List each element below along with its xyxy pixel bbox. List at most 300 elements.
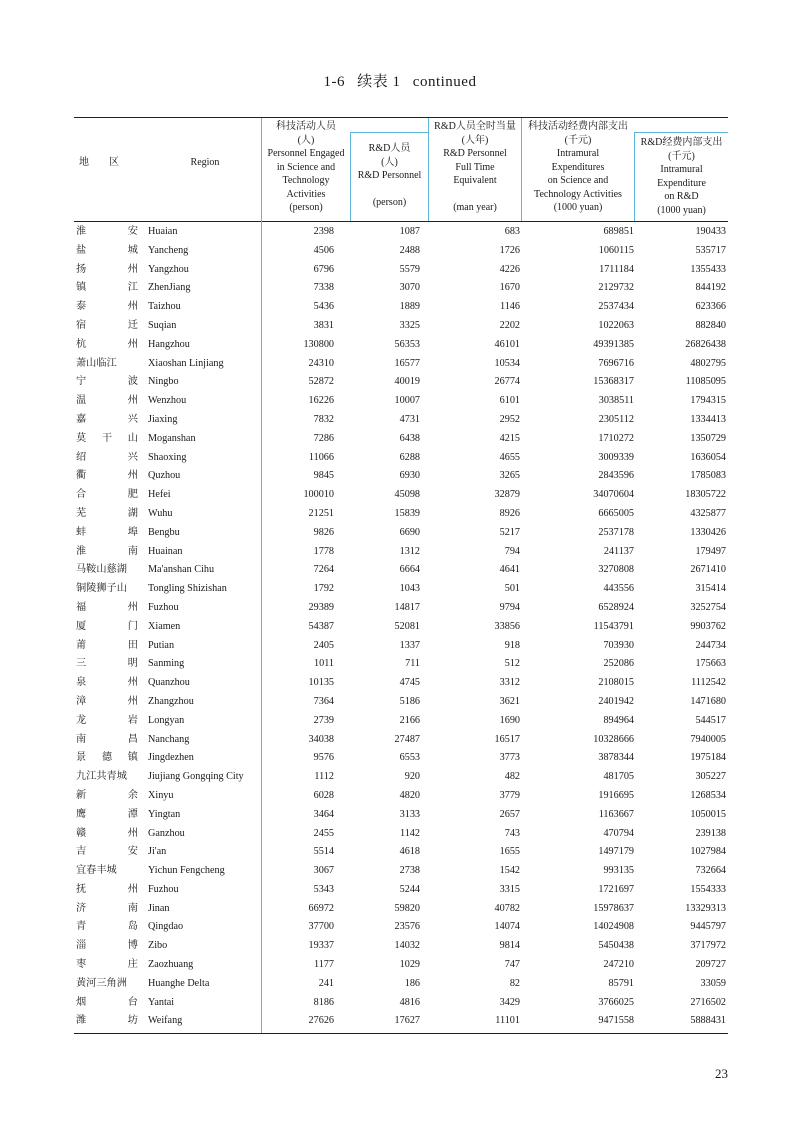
table-title-zh: 续表 1 bbox=[357, 74, 401, 90]
personnel-cell: 24310 bbox=[308, 357, 334, 369]
table-row bbox=[74, 994, 728, 1013]
fte-cell: 4655 bbox=[499, 451, 520, 463]
header-line: R&D人员全时当量 bbox=[434, 121, 516, 132]
personnel-cell: 7286 bbox=[313, 432, 334, 444]
header-line: in Science and bbox=[276, 161, 336, 173]
rd-expenditure-cell: 305227 bbox=[695, 771, 726, 783]
region-zh-cell: 铜陵狮子山 bbox=[76, 583, 127, 595]
header-line: on Science and bbox=[547, 175, 609, 186]
region-zh-cell: 景德镇 bbox=[76, 752, 138, 764]
table-row bbox=[74, 655, 728, 674]
st-expenditure-cell: 2537434 bbox=[598, 301, 634, 313]
header-line: (人年) bbox=[461, 134, 489, 146]
region-en-cell: Jiujiang Gongqing City bbox=[148, 771, 244, 783]
personnel-cell: 7364 bbox=[313, 695, 334, 707]
region-zh-cell: 厦门 bbox=[76, 620, 138, 632]
rd-expenditure-cell: 2716502 bbox=[690, 996, 726, 1008]
rd-personnel-cell: 1337 bbox=[399, 639, 420, 651]
personnel-cell: 1792 bbox=[313, 583, 334, 595]
region-en-cell: Jingdezhen bbox=[148, 752, 194, 764]
rd-personnel-cell: 6288 bbox=[399, 451, 420, 463]
fte-cell: 794 bbox=[504, 545, 520, 557]
fte-cell: 8926 bbox=[499, 507, 520, 519]
region-en-cell: Weifang bbox=[148, 1015, 183, 1027]
rd-personnel-cell: 23576 bbox=[394, 921, 420, 933]
region-en-cell: Zibo bbox=[148, 940, 168, 952]
region-zh-cell: 镇江 bbox=[76, 282, 138, 294]
st-expenditure-cell: 2129732 bbox=[598, 282, 634, 294]
fte-cell: 1655 bbox=[499, 846, 520, 858]
region-zh-cell: 济南 bbox=[76, 902, 138, 914]
region-en-cell: Jinan bbox=[148, 902, 170, 914]
rd-expenditure-cell: 5888431 bbox=[690, 1015, 726, 1027]
personnel-cell: 29389 bbox=[308, 601, 334, 613]
personnel-cell: 8186 bbox=[313, 996, 334, 1008]
header-line: R&D Personnel bbox=[443, 148, 507, 159]
rd-personnel-cell: 4820 bbox=[399, 789, 420, 801]
table-row bbox=[74, 373, 728, 392]
rd-personnel-cell: 4731 bbox=[399, 413, 420, 425]
region-zh-cell: 三明 bbox=[76, 658, 138, 670]
rd-expenditure-cell: 26826438 bbox=[685, 338, 726, 350]
region-zh-cell: 鹰潭 bbox=[76, 808, 138, 820]
st-expenditure-cell: 2843596 bbox=[598, 470, 634, 482]
st-expenditure-cell: 1060115 bbox=[598, 244, 634, 256]
personnel-cell: 66972 bbox=[308, 902, 334, 914]
rd-personnel-cell: 3133 bbox=[399, 808, 420, 820]
rd-personnel-cell: 3325 bbox=[399, 319, 420, 331]
region-zh-cell: 枣庄 bbox=[76, 959, 138, 971]
region-en-cell: Yantai bbox=[148, 996, 175, 1008]
region-zh-cell: 合肥 bbox=[76, 489, 138, 501]
st-expenditure-cell: 3878344 bbox=[598, 752, 634, 764]
rd-expenditure-cell: 9903762 bbox=[690, 620, 726, 632]
header-line: 科技活动人员 bbox=[276, 121, 336, 132]
header-region-en: Region bbox=[190, 157, 220, 168]
region-en-cell: Tongling Shizishan bbox=[148, 583, 227, 595]
table-row bbox=[74, 599, 728, 618]
region-zh-cell: 龙岩 bbox=[76, 714, 138, 726]
fte-cell: 4641 bbox=[499, 564, 520, 576]
region-en-cell: Xinyu bbox=[148, 789, 174, 801]
rd-personnel-cell: 4745 bbox=[399, 677, 420, 689]
region-zh-cell: 萧山临江 bbox=[76, 357, 117, 369]
rd-expenditure-cell: 1050015 bbox=[690, 808, 726, 820]
rd-expenditure-cell: 3717972 bbox=[690, 940, 726, 952]
fte-cell: 747 bbox=[504, 959, 520, 971]
region-en-cell: Zaozhuang bbox=[148, 959, 194, 971]
region-zh-cell: 九江共青城 bbox=[76, 771, 127, 783]
table-row bbox=[74, 336, 728, 355]
region-zh-cell: 南昌 bbox=[76, 733, 138, 745]
fte-cell: 512 bbox=[504, 658, 520, 670]
region-en-cell: Xiaoshan Linjiang bbox=[148, 357, 224, 369]
personnel-cell: 1778 bbox=[313, 545, 334, 557]
rd-expenditure-cell: 623366 bbox=[695, 301, 726, 313]
region-zh-cell: 扬州 bbox=[76, 263, 138, 275]
region-en-cell: Ningbo bbox=[148, 376, 179, 388]
fte-cell: 5217 bbox=[499, 526, 520, 538]
rd-personnel-cell: 45098 bbox=[394, 489, 420, 501]
rd-expenditure-cell: 190433 bbox=[695, 226, 726, 237]
rd-expenditure-cell: 1350729 bbox=[690, 432, 726, 444]
fte-cell: 3265 bbox=[499, 470, 520, 482]
fte-cell: 4215 bbox=[499, 432, 520, 444]
rd-personnel-cell: 1043 bbox=[399, 583, 420, 595]
region-en-cell: Bengbu bbox=[148, 526, 180, 538]
rd-expenditure-cell: 1112542 bbox=[691, 677, 726, 689]
st-expenditure-cell: 14024908 bbox=[593, 921, 634, 933]
header-line: 科技活动经费内部支出 bbox=[528, 121, 628, 132]
region-zh-cell: 宜春丰城 bbox=[76, 865, 117, 877]
st-expenditure-cell: 1916695 bbox=[598, 789, 634, 801]
header-line: (1000 yuan) bbox=[657, 204, 706, 216]
rd-personnel-cell: 5186 bbox=[399, 695, 420, 707]
st-expenditure-cell: 252086 bbox=[603, 658, 634, 670]
rd-expenditure-cell: 179497 bbox=[695, 545, 726, 557]
rd-personnel-cell: 56353 bbox=[394, 338, 420, 350]
table-title bbox=[0, 70, 800, 91]
rd-expenditure-cell: 11085095 bbox=[685, 376, 726, 388]
region-en-cell: Qingdao bbox=[148, 921, 184, 933]
region-en-cell: Fuzhou bbox=[148, 883, 179, 895]
personnel-cell: 5514 bbox=[313, 846, 334, 858]
region-en-cell: Wuhu bbox=[148, 507, 173, 519]
st-expenditure-cell: 1163667 bbox=[598, 808, 634, 820]
st-expenditure-cell: 481705 bbox=[603, 771, 634, 783]
st-expenditure-cell: 993135 bbox=[603, 865, 634, 877]
rd-expenditure-cell: 1636054 bbox=[690, 451, 726, 463]
fte-cell: 9794 bbox=[499, 601, 520, 613]
personnel-cell: 9845 bbox=[313, 470, 334, 482]
region-zh-cell: 蚌埠 bbox=[76, 526, 138, 538]
personnel-cell: 5436 bbox=[313, 301, 334, 313]
personnel-cell: 2405 bbox=[313, 639, 334, 651]
personnel-cell: 6796 bbox=[313, 263, 334, 275]
rd-expenditure-cell: 9445797 bbox=[690, 921, 726, 933]
region-zh-cell: 温州 bbox=[76, 395, 138, 407]
table-row bbox=[74, 768, 728, 787]
rd-personnel-cell: 5579 bbox=[399, 263, 420, 275]
fte-cell: 3773 bbox=[499, 752, 520, 764]
table-row bbox=[74, 900, 728, 919]
rd-expenditure-cell: 882840 bbox=[695, 319, 726, 331]
region-zh-cell: 新余 bbox=[76, 789, 138, 801]
st-expenditure-cell: 894964 bbox=[603, 714, 634, 726]
table-row bbox=[74, 467, 728, 486]
header-line: (千元) bbox=[564, 134, 592, 146]
fte-cell: 82 bbox=[509, 977, 520, 989]
region-zh-cell: 泉州 bbox=[76, 677, 138, 689]
st-expenditure-cell: 1710272 bbox=[598, 432, 634, 444]
header-line: Intramural bbox=[660, 164, 703, 175]
table-row bbox=[74, 881, 728, 900]
rd-expenditure-cell: 1471680 bbox=[690, 695, 726, 707]
st-expenditure-cell: 15978637 bbox=[593, 902, 634, 914]
region-zh-cell: 莆田 bbox=[76, 639, 138, 651]
personnel-cell: 34038 bbox=[308, 733, 334, 745]
table-row bbox=[74, 806, 728, 825]
fte-cell: 10534 bbox=[494, 357, 520, 369]
st-expenditure-cell: 247210 bbox=[603, 959, 634, 971]
rd-expenditure-cell: 315414 bbox=[695, 583, 726, 595]
fte-cell: 2657 bbox=[499, 808, 520, 820]
fte-cell: 1690 bbox=[499, 714, 520, 726]
personnel-cell: 3067 bbox=[313, 865, 334, 877]
region-zh-cell: 杭州 bbox=[76, 338, 138, 350]
personnel-cell: 7338 bbox=[313, 282, 334, 294]
personnel-cell: 7264 bbox=[313, 564, 334, 576]
table-row bbox=[74, 355, 728, 374]
region-en-cell: Shaoxing bbox=[148, 451, 187, 463]
personnel-cell: 52872 bbox=[308, 376, 334, 388]
rd-expenditure-cell: 844192 bbox=[695, 282, 726, 294]
region-en-cell: Yancheng bbox=[148, 244, 189, 256]
fte-cell: 743 bbox=[504, 827, 520, 839]
table-row bbox=[74, 918, 728, 937]
personnel-cell: 11066 bbox=[308, 451, 334, 463]
personnel-cell: 54387 bbox=[308, 620, 334, 632]
header-line: R&D Personnel bbox=[357, 170, 422, 181]
rd-personnel-cell: 14817 bbox=[394, 601, 420, 613]
rd-personnel-cell: 6690 bbox=[399, 526, 420, 538]
rd-personnel-cell: 27487 bbox=[394, 733, 420, 745]
fte-cell: 6101 bbox=[499, 395, 520, 407]
header-line: (man year) bbox=[453, 202, 497, 213]
region-zh-cell: 宁波 bbox=[76, 376, 138, 388]
table-row bbox=[74, 693, 728, 712]
rd-expenditure-cell: 1794315 bbox=[690, 395, 726, 407]
fte-cell: 2952 bbox=[499, 413, 520, 425]
region-en-cell: Yingtan bbox=[148, 808, 181, 820]
table-row bbox=[74, 317, 728, 336]
st-expenditure-cell: 2305112 bbox=[598, 413, 634, 425]
fte-cell: 46101 bbox=[494, 338, 520, 350]
rd-expenditure-cell: 209727 bbox=[695, 959, 726, 971]
header-line: R&D经费内部支出 bbox=[640, 137, 723, 148]
region-zh-cell: 潍坊 bbox=[76, 1015, 138, 1027]
rd-expenditure-cell: 1027984 bbox=[690, 846, 726, 858]
rd-expenditure-cell: 4325877 bbox=[690, 507, 726, 519]
personnel-cell: 1177 bbox=[314, 959, 334, 971]
personnel-cell: 4506 bbox=[313, 244, 334, 256]
fte-cell: 3429 bbox=[499, 996, 520, 1008]
rd-expenditure-cell: 732664 bbox=[695, 865, 726, 877]
region-zh-cell: 漳州 bbox=[76, 695, 138, 707]
fte-cell: 482 bbox=[504, 771, 520, 783]
rd-personnel-cell: 2166 bbox=[399, 714, 420, 726]
st-expenditure-cell: 1497179 bbox=[598, 846, 634, 858]
fte-cell: 501 bbox=[504, 583, 520, 595]
personnel-cell: 7832 bbox=[313, 413, 334, 425]
rd-expenditure-cell: 4802795 bbox=[690, 357, 726, 369]
region-en-cell: ZhenJiang bbox=[148, 282, 191, 294]
table-row bbox=[74, 449, 728, 468]
header-line: Activities bbox=[286, 188, 326, 200]
region-en-cell: Taizhou bbox=[148, 301, 181, 313]
region-zh-cell: 马鞍山慈湖 bbox=[76, 564, 127, 576]
region-en-cell: Fuzhou bbox=[148, 601, 179, 613]
region-zh-cell: 淮南 bbox=[76, 545, 138, 557]
fte-cell: 4226 bbox=[499, 263, 520, 275]
rd-expenditure-cell: 175663 bbox=[695, 658, 726, 670]
st-expenditure-cell: 10328666 bbox=[593, 733, 634, 745]
region-en-cell: Jiaxing bbox=[148, 413, 178, 425]
st-expenditure-cell: 1711184 bbox=[599, 263, 634, 275]
st-expenditure-cell: 3270808 bbox=[598, 564, 634, 576]
fte-cell: 3312 bbox=[499, 677, 520, 689]
fte-cell: 11101 bbox=[495, 1015, 520, 1027]
header-line bbox=[351, 183, 428, 197]
rd-personnel-cell: 3070 bbox=[399, 282, 420, 294]
table-row bbox=[74, 543, 728, 562]
rd-expenditure-cell: 7940005 bbox=[690, 733, 726, 745]
fte-cell: 9814 bbox=[499, 940, 520, 952]
table-body bbox=[74, 223, 728, 1031]
table-row bbox=[74, 1012, 728, 1031]
header-col-fte bbox=[429, 120, 521, 223]
rd-personnel-cell: 10007 bbox=[394, 395, 420, 407]
rd-expenditure-cell: 1975184 bbox=[690, 752, 726, 764]
rd-expenditure-cell: 33059 bbox=[700, 977, 726, 989]
region-zh-cell: 芜湖 bbox=[76, 507, 138, 519]
table-row bbox=[74, 712, 728, 731]
personnel-cell: 16226 bbox=[308, 395, 334, 407]
region-zh-cell: 抚州 bbox=[76, 883, 138, 895]
fte-cell: 3621 bbox=[499, 695, 520, 707]
rd-expenditure-cell: 18305722 bbox=[685, 489, 726, 501]
header-line: R&D人员 bbox=[368, 143, 411, 154]
personnel-cell: 9576 bbox=[313, 752, 334, 764]
personnel-cell: 241 bbox=[318, 977, 334, 989]
header-line: (千元) bbox=[668, 150, 695, 162]
personnel-cell: 2398 bbox=[313, 226, 334, 237]
header-line: Intramural bbox=[556, 148, 600, 159]
header-line: Technology bbox=[282, 175, 330, 186]
st-expenditure-cell: 15368317 bbox=[593, 376, 634, 388]
region-zh-cell: 吉安 bbox=[76, 846, 138, 858]
st-expenditure-cell: 689851 bbox=[603, 226, 634, 237]
header-line: (1000 yuan) bbox=[553, 202, 603, 213]
region-en-cell: Nanchang bbox=[148, 733, 190, 745]
region-en-cell: Xiamen bbox=[148, 620, 181, 632]
personnel-cell: 2739 bbox=[313, 714, 334, 726]
header-line: Equivalent bbox=[453, 175, 497, 186]
region-en-cell: Moganshan bbox=[148, 432, 196, 444]
rd-expenditure-cell: 1268534 bbox=[690, 789, 726, 801]
rd-personnel-cell: 6438 bbox=[399, 432, 420, 444]
table-row bbox=[74, 618, 728, 637]
st-expenditure-cell: 3009339 bbox=[598, 451, 634, 463]
region-en-cell: Huanghe Delta bbox=[148, 977, 210, 989]
personnel-cell: 3464 bbox=[313, 808, 334, 820]
table-row bbox=[74, 787, 728, 806]
region-en-cell: Ji'an bbox=[148, 846, 167, 858]
rd-personnel-cell: 186 bbox=[404, 977, 420, 989]
rd-personnel-cell: 14032 bbox=[394, 940, 420, 952]
st-expenditure-cell: 49391385 bbox=[593, 338, 634, 350]
st-expenditure-cell: 470794 bbox=[603, 827, 634, 839]
rd-personnel-cell: 2488 bbox=[399, 244, 420, 256]
personnel-cell: 1112 bbox=[314, 771, 334, 783]
rd-expenditure-cell: 1334413 bbox=[690, 413, 726, 425]
rd-personnel-cell: 1142 bbox=[400, 827, 420, 839]
st-expenditure-cell: 1721697 bbox=[598, 883, 634, 895]
rd-expenditure-cell: 3252754 bbox=[690, 601, 726, 613]
rd-personnel-cell: 6930 bbox=[399, 470, 420, 482]
st-expenditure-cell: 241137 bbox=[603, 545, 634, 557]
region-en-cell: Hefei bbox=[148, 489, 171, 501]
region-en-cell: Wenzhou bbox=[148, 395, 187, 407]
page-number: 23 bbox=[715, 1066, 728, 1081]
rd-personnel-cell: 6553 bbox=[399, 752, 420, 764]
rd-personnel-cell: 1889 bbox=[399, 301, 420, 313]
table-number: 1-6 bbox=[323, 74, 346, 90]
rd-personnel-cell: 1312 bbox=[399, 545, 420, 557]
personnel-cell: 21251 bbox=[308, 507, 334, 519]
header-line: (person) bbox=[372, 197, 407, 208]
region-en-cell: Quzhou bbox=[148, 470, 181, 482]
table-row bbox=[74, 279, 728, 298]
rd-expenditure-cell: 13329313 bbox=[685, 902, 726, 914]
header-line: (人) bbox=[381, 156, 398, 168]
table-row bbox=[74, 505, 728, 524]
table-header bbox=[74, 118, 728, 221]
rd-personnel-cell: 1087 bbox=[399, 226, 420, 237]
rd-expenditure-cell: 544517 bbox=[695, 714, 726, 726]
table-title-en: continued bbox=[412, 74, 477, 90]
region-en-cell: Ganzhou bbox=[148, 827, 185, 839]
header-line bbox=[429, 188, 521, 202]
region-zh-cell: 淮安 bbox=[76, 226, 138, 237]
rd-personnel-cell: 1029 bbox=[399, 959, 420, 971]
st-expenditure-cell: 6528924 bbox=[598, 601, 634, 613]
region-en-cell: Sanming bbox=[148, 658, 185, 670]
personnel-cell: 9826 bbox=[313, 526, 334, 538]
rd-expenditure-cell: 1330426 bbox=[690, 526, 726, 538]
personnel-cell: 19337 bbox=[308, 940, 334, 952]
region-zh-cell: 嘉兴 bbox=[76, 413, 138, 425]
region-en-cell: Zhangzhou bbox=[148, 695, 194, 707]
fte-cell: 16517 bbox=[494, 733, 520, 745]
rd-expenditure-cell: 244734 bbox=[695, 639, 726, 651]
table-row bbox=[74, 825, 728, 844]
st-expenditure-cell: 1022063 bbox=[598, 319, 634, 331]
st-expenditure-cell: 11543791 bbox=[593, 620, 634, 632]
st-expenditure-cell: 5450438 bbox=[598, 940, 634, 952]
table-row bbox=[74, 242, 728, 261]
rd-personnel-cell: 2738 bbox=[399, 865, 420, 877]
personnel-cell: 5343 bbox=[313, 883, 334, 895]
fte-cell: 3315 bbox=[499, 883, 520, 895]
table-row bbox=[74, 580, 728, 599]
st-expenditure-cell: 703930 bbox=[603, 639, 634, 651]
st-expenditure-cell: 2401942 bbox=[598, 695, 634, 707]
table-row bbox=[74, 430, 728, 449]
fte-cell: 14074 bbox=[494, 921, 520, 933]
fte-cell: 1542 bbox=[499, 865, 520, 877]
table-row bbox=[74, 223, 728, 242]
personnel-cell: 100010 bbox=[303, 489, 334, 501]
rd-personnel-cell: 4816 bbox=[399, 996, 420, 1008]
region-en-cell: Yangzhou bbox=[148, 263, 189, 275]
region-zh-cell: 盐城 bbox=[76, 244, 138, 256]
table-row bbox=[74, 674, 728, 693]
table-row bbox=[74, 975, 728, 994]
st-expenditure-cell: 34070604 bbox=[593, 489, 634, 501]
fte-cell: 3779 bbox=[499, 789, 520, 801]
table-row bbox=[74, 411, 728, 430]
